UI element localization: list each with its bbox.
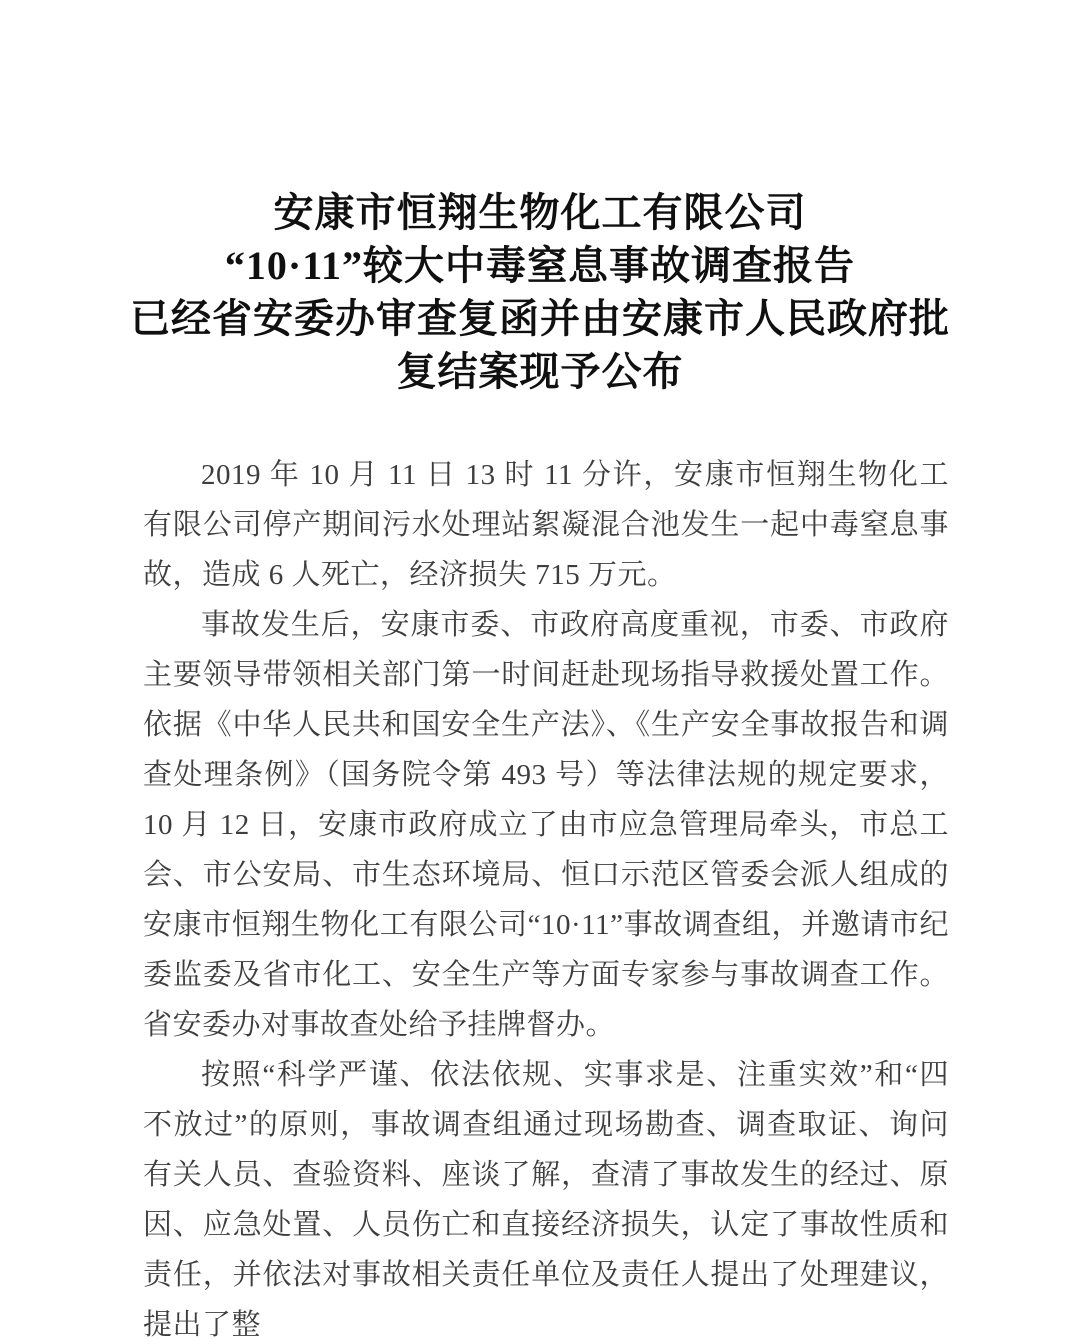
title-line-1: 安康市恒翔生物化工有限公司 xyxy=(273,190,807,235)
paragraph-investigation-principles: 按照“科学严谨、依法依规、实事求是、注重实效”和“四不放过”的原则，事故调查组通过现场勘查、调查取证、询问有关人员、查验资料、座谈了解，查清了事故发生的经过、原因、应急处置、人员伤亡和直接经济损失，认定了事故性质和责任，并依法对事故相关责任单位及责任人提出了处理建议，提出了整 xyxy=(143,1059,949,1341)
title-line-3: 已经省安委办审查复函并由安康市人民政府批 xyxy=(130,296,950,341)
title-line-2: “10·11”较大中毒窒息事故调查报告 xyxy=(224,243,856,288)
paragraph-investigation-setup: 事故发生后，安康市委、市政府高度重视，市委、市政府主要领导带领相关部门第一时间赶赴现场指导救援处置工作。依据《中华人民共和国安全生产法》、《生产安全事故报告和调查处理条例》（国务院令第 493 号）等法律法规的规定要求，10 月 12 日，安康市政府成立了由市应急管理局牵头，市总工会、市公安局、市生态环境局、恒口示范区管委会派人组成的安康市恒翔生物化工有限公司“10·11”事故调查组，并邀请市纪委监委及省市化工、安全生产等方面专家参与事故调查工作。省安委办对事故查处给予挂牌督办。 xyxy=(143,609,949,1041)
document-title xyxy=(100,0,980,398)
paragraph-accident-summary: 2019 年 10 月 11 日 13 时 11 分许，安康市恒翔生物化工有限公司停产期间污水处理站絮凝混合池发生一起中毒窒息事故，造成 6 人死亡，经济损失 715 万元。 xyxy=(143,459,949,591)
title-line-4: 复结案现予公布 xyxy=(396,349,684,394)
document-body xyxy=(143,450,949,1344)
